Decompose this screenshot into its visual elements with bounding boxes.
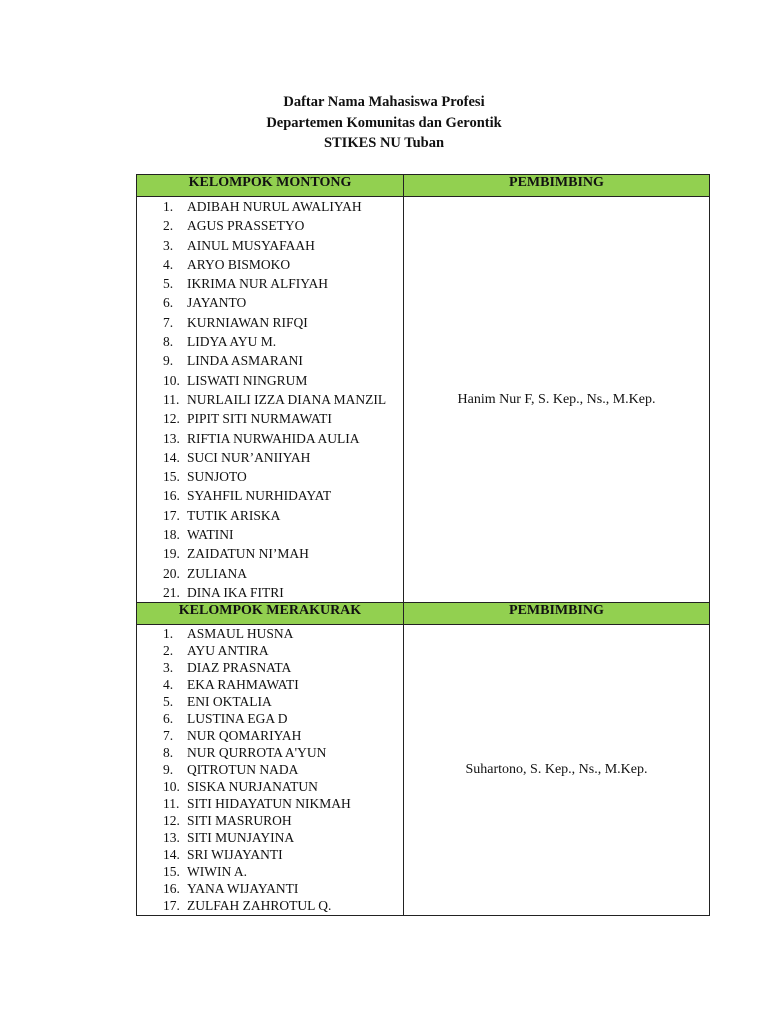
member-name: SISKA NURJANATUN [187, 779, 318, 795]
list-item [137, 255, 403, 274]
member-name: ENI OKTALIA [187, 694, 272, 710]
member-name: ADIBAH NURUL AWALIYAH [187, 199, 362, 214]
document-title: Daftar Nama Mahasiswa Profesi [283, 94, 485, 110]
group-header-row-montong [137, 175, 710, 197]
member-number: 19. [163, 546, 180, 562]
member-number: 6. [163, 711, 174, 727]
member-name: SRI WIJAYANTI [187, 847, 283, 863]
group-body-row-montong [137, 197, 710, 603]
list-item [137, 778, 403, 795]
list-item [137, 829, 403, 846]
list-item [137, 409, 403, 428]
member-number: 7. [163, 728, 174, 744]
member-name: SUCI NUR’ANIIYAH [187, 449, 311, 465]
member-number: 13. [163, 830, 180, 846]
list-item [137, 351, 403, 370]
list-item [137, 525, 403, 544]
member-number: 16. [163, 881, 180, 897]
member-name: SITI MASRUROH [187, 813, 292, 829]
list-item [137, 863, 403, 880]
member-number: 20. [163, 565, 180, 581]
member-name: DIAZ PRASNATA [187, 660, 292, 676]
list-item [137, 727, 403, 744]
member-number: 8. [163, 334, 174, 350]
document-title-block [0, 92, 768, 154]
member-name: PIPIT SITI NURMAWATI [187, 411, 332, 427]
member-number: 5. [163, 694, 174, 710]
list-item [137, 625, 403, 642]
member-number: 9. [163, 762, 174, 778]
list-item [137, 676, 403, 693]
member-name: DINA IKA FITRI [187, 584, 284, 600]
member-number: 14. [163, 847, 180, 863]
member-name: LINDA ASMARANI [187, 353, 303, 369]
member-number: 12. [163, 411, 180, 427]
document-subtitle-department: Departemen Komunitas dan Gerontik [266, 114, 502, 131]
list-item [137, 467, 403, 486]
member-number: 14. [163, 449, 180, 465]
supervisor-header-montong: PEMBIMBING [404, 175, 710, 197]
group-body-row-merakurak [137, 625, 710, 916]
member-number: 2. [163, 643, 174, 659]
member-number: 16. [163, 488, 180, 504]
member-list-merakurak [137, 625, 403, 914]
list-item [137, 332, 403, 351]
supervisor-header-merakurak: PEMBIMBING [404, 603, 710, 625]
member-name: AYU ANTIRA [187, 643, 269, 659]
member-name: JAYANTO [187, 295, 247, 311]
list-item [137, 216, 403, 235]
list-item [137, 313, 403, 332]
member-name: NUR QURROTA A'YUN [187, 745, 327, 761]
list-item [137, 710, 403, 727]
member-number: 7. [163, 314, 174, 330]
list-item [137, 659, 403, 676]
member-number: 21. [163, 584, 180, 600]
member-list-montong [137, 197, 403, 602]
member-number: 4. [163, 677, 174, 693]
member-number: 2. [163, 218, 174, 234]
member-name: YANA WIJAYANTI [187, 881, 299, 897]
member-number: 12. [163, 813, 180, 829]
list-item [137, 448, 403, 467]
supervisor-merakurak: Suhartono, S. Kep., Ns., M.Kep. [404, 625, 710, 916]
member-number: 8. [163, 745, 174, 761]
list-item [137, 812, 403, 829]
list-item [137, 371, 403, 390]
member-name: IKRIMA NUR ALFIYAH [187, 276, 329, 292]
member-name: LUSTINA EGA D [187, 711, 288, 727]
student-group-table [136, 174, 710, 916]
member-name: SUNJOTO [187, 469, 247, 485]
list-item [137, 897, 403, 914]
member-name: ZAIDATUN NI’MAH [187, 546, 309, 562]
list-item [137, 564, 403, 583]
member-number: 1. [163, 626, 174, 642]
group-header-montong: KELOMPOK MONTONG [137, 175, 404, 197]
member-number: 13. [163, 430, 180, 446]
list-item [137, 293, 403, 312]
member-cell-merakurak [137, 625, 404, 916]
list-item [137, 429, 403, 448]
list-item [137, 880, 403, 897]
group-header-merakurak: KELOMPOK MERAKURAK [137, 603, 404, 625]
member-name: NURLAILI IZZA DIANA MANZIL [187, 391, 387, 407]
list-item [137, 506, 403, 525]
member-number: 17. [163, 507, 180, 523]
member-name: TUTIK ARISKA [187, 507, 281, 523]
member-name: LIDYA AYU M. [187, 334, 277, 350]
list-item [137, 197, 403, 216]
member-name: NUR QOMARIYAH [187, 728, 302, 744]
member-number: 15. [163, 469, 180, 485]
member-name: SITI HIDAYATUN NIKMAH [187, 796, 351, 812]
list-item [137, 544, 403, 563]
list-item [137, 642, 403, 659]
list-item [137, 795, 403, 812]
list-item [137, 486, 403, 505]
member-number: 15. [163, 864, 180, 880]
list-item [137, 236, 403, 255]
list-item [137, 846, 403, 863]
document-subtitle-institution: STIKES NU Tuban [323, 135, 445, 151]
member-number: 18. [163, 527, 180, 543]
member-cell-montong [137, 197, 404, 603]
list-item [137, 761, 403, 778]
member-name: WATINI [187, 527, 234, 543]
member-name: QITROTUN NADA [187, 762, 299, 778]
member-name: AINUL MUSYAFAAH [187, 237, 315, 253]
member-number: 17. [163, 898, 180, 914]
member-number: 11. [163, 391, 180, 407]
list-item [137, 274, 403, 293]
list-item [137, 744, 403, 761]
list-item [137, 390, 403, 409]
member-number: 4. [163, 256, 174, 272]
member-number: 3. [163, 237, 174, 253]
list-item [137, 583, 403, 602]
member-number: 10. [163, 372, 180, 388]
member-number: 6. [163, 295, 174, 311]
member-name: ARYO BISMOKO [187, 256, 291, 272]
member-number: 9. [163, 353, 174, 369]
member-number: 1. [163, 199, 174, 214]
member-name: ZULIANA [187, 565, 247, 581]
member-number: 3. [163, 660, 174, 676]
member-name: WIWIN A. [187, 864, 247, 880]
member-name: ZULFAH ZAHROTUL Q. [187, 898, 332, 914]
supervisor-montong: Hanim Nur F, S. Kep., Ns., M.Kep. [404, 197, 710, 603]
member-number: 10. [163, 779, 180, 795]
member-name: SYAHFIL NURHIDAYAT [187, 488, 332, 504]
member-name: ASMAUL HUSNA [187, 626, 294, 642]
member-name: SITI MUNJAYINA [187, 830, 295, 846]
member-name: EKA RAHMAWATI [187, 677, 299, 693]
member-name: KURNIAWAN RIFQI [187, 314, 308, 330]
list-item [137, 693, 403, 710]
member-number: 11. [163, 796, 180, 812]
member-name: LISWATI NINGRUM [187, 372, 308, 388]
member-name: AGUS PRASSETYO [187, 218, 305, 234]
group-header-row-merakurak [137, 603, 710, 625]
member-number: 5. [163, 276, 174, 292]
member-name: RIFTIA NURWAHIDA AULIA [187, 430, 360, 446]
